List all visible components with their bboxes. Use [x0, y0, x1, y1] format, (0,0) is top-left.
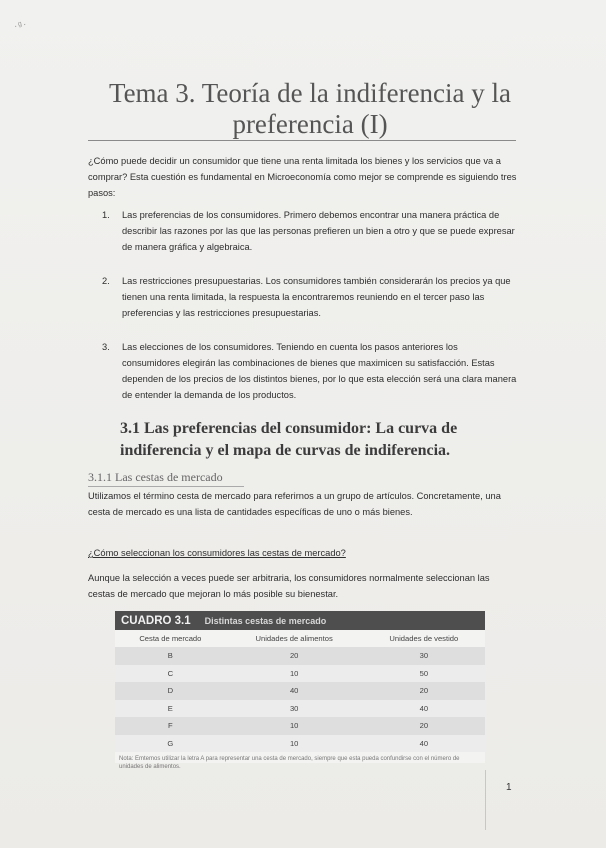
- table-cell: 10: [226, 717, 363, 735]
- list-item-number: 2.: [102, 276, 110, 286]
- table-row: [115, 735, 485, 753]
- table-code: CUADRO 3.1: [121, 614, 191, 627]
- list-item: [88, 207, 518, 255]
- table-row: [115, 717, 485, 735]
- table-cell: 20: [226, 647, 363, 665]
- table-cell: 40: [363, 735, 485, 753]
- table-cell: 30: [363, 647, 485, 665]
- column-header: Unidades de vestido: [389, 634, 459, 643]
- column-header: Unidades de alimentos: [255, 634, 333, 643]
- subsection-divider: [88, 486, 244, 487]
- table-cell: 20: [363, 717, 485, 735]
- table-row: [115, 665, 485, 683]
- list-item-number: 3.: [102, 342, 110, 352]
- table-cell: 10: [226, 665, 363, 683]
- column-header: Cesta de mercado: [139, 634, 202, 643]
- page-title: Tema 3. Teoría de la indiferencia y la preferencia (I): [108, 78, 512, 139]
- section-heading: 3.1 Las preferencias del consumidor: La curva de indiferencia y el mapa de curvas de indiferencia.: [120, 420, 458, 459]
- subsection-heading: 3.1.1 Las cestas de mercado: [88, 470, 223, 484]
- market-basket-table: [115, 611, 485, 770]
- selection-paragraph: Aunque la selección a veces puede ser arbitraria, los consumidores normalmente seleccionan las cestas de mercado que mejoran lo más posible su bienestar.: [88, 573, 490, 599]
- list-item: [88, 273, 518, 321]
- table-cell: C: [115, 665, 226, 683]
- data-table: [115, 630, 485, 752]
- table-cell: F: [115, 717, 226, 735]
- table-cell: E: [115, 700, 226, 718]
- list-item-text: Las elecciones de los consumidores. Teniendo en cuenta los pasos anteriores los consumidores elegirán las combinaciones de bienes que maximicen su satisfacción. Estas dependen de los precios de los distintos bienes, por lo que esta elección será una clara manera de entender la demanda de los productos.: [122, 342, 517, 400]
- table-header-row: [115, 630, 485, 647]
- page-number: 1: [506, 782, 512, 793]
- table-cell: 20: [363, 682, 485, 700]
- table-row: [115, 700, 485, 718]
- table-cell: 50: [363, 665, 485, 683]
- list-item: [88, 339, 518, 403]
- table-cell: B: [115, 647, 226, 665]
- margin-line: [485, 770, 486, 830]
- steps-list: [88, 207, 518, 421]
- table-cell: 30: [226, 700, 363, 718]
- table-cell: D: [115, 682, 226, 700]
- table-cell: G: [115, 735, 226, 753]
- table-cell: 10: [226, 735, 363, 753]
- table-caption: Distintas cestas de mercado: [204, 615, 327, 626]
- table-cell: 40: [226, 682, 363, 700]
- list-item-text: Las preferencias de los consumidores. Primero debemos encontrar una manera práctica de describir las razones por las que las personas prefieren un bien a otro y que se puede expresar de manera gráfica y algebraica.: [122, 210, 515, 252]
- question-heading: ¿Cómo seleccionan los consumidores las cestas de mercado?: [88, 548, 346, 558]
- list-item-number: 1.: [102, 210, 110, 220]
- definition-paragraph: Utilizamos el término cesta de mercado para referirnos a un grupo de artículos. Concretamente, una cesta de mercado es una lista de cantidades específicas de uno o más bienes.: [88, 491, 501, 517]
- table-header-bar: [115, 611, 485, 630]
- list-item-text: Las restricciones presupuestarias. Los consumidores también considerarán los precios ya que tienen una renta limitada, la respuesta la encontraremos reuniendo en el tercer paso las preferencias y las restricciones presupuestarias.: [122, 276, 511, 318]
- table-cell: 40: [363, 700, 485, 718]
- scan-mark: ·ᵍ·: [13, 18, 29, 33]
- intro-paragraph: ¿Cómo puede decidir un consumidor que tiene una renta limitada los bienes y los servicios que va a comprar? Esta cuestión es fundamental en Microeconomía como mejor se comprende es siguiendo tres pasos:: [88, 156, 517, 198]
- table-footnote: Nota: Emtemos utilizar la letra A para representar una cesta de mercado, siempre que esta pueda confundirse con el número de unidades de alimentos.: [119, 756, 460, 770]
- table-row: [115, 682, 485, 700]
- table-row: [115, 647, 485, 665]
- title-divider: [88, 140, 516, 141]
